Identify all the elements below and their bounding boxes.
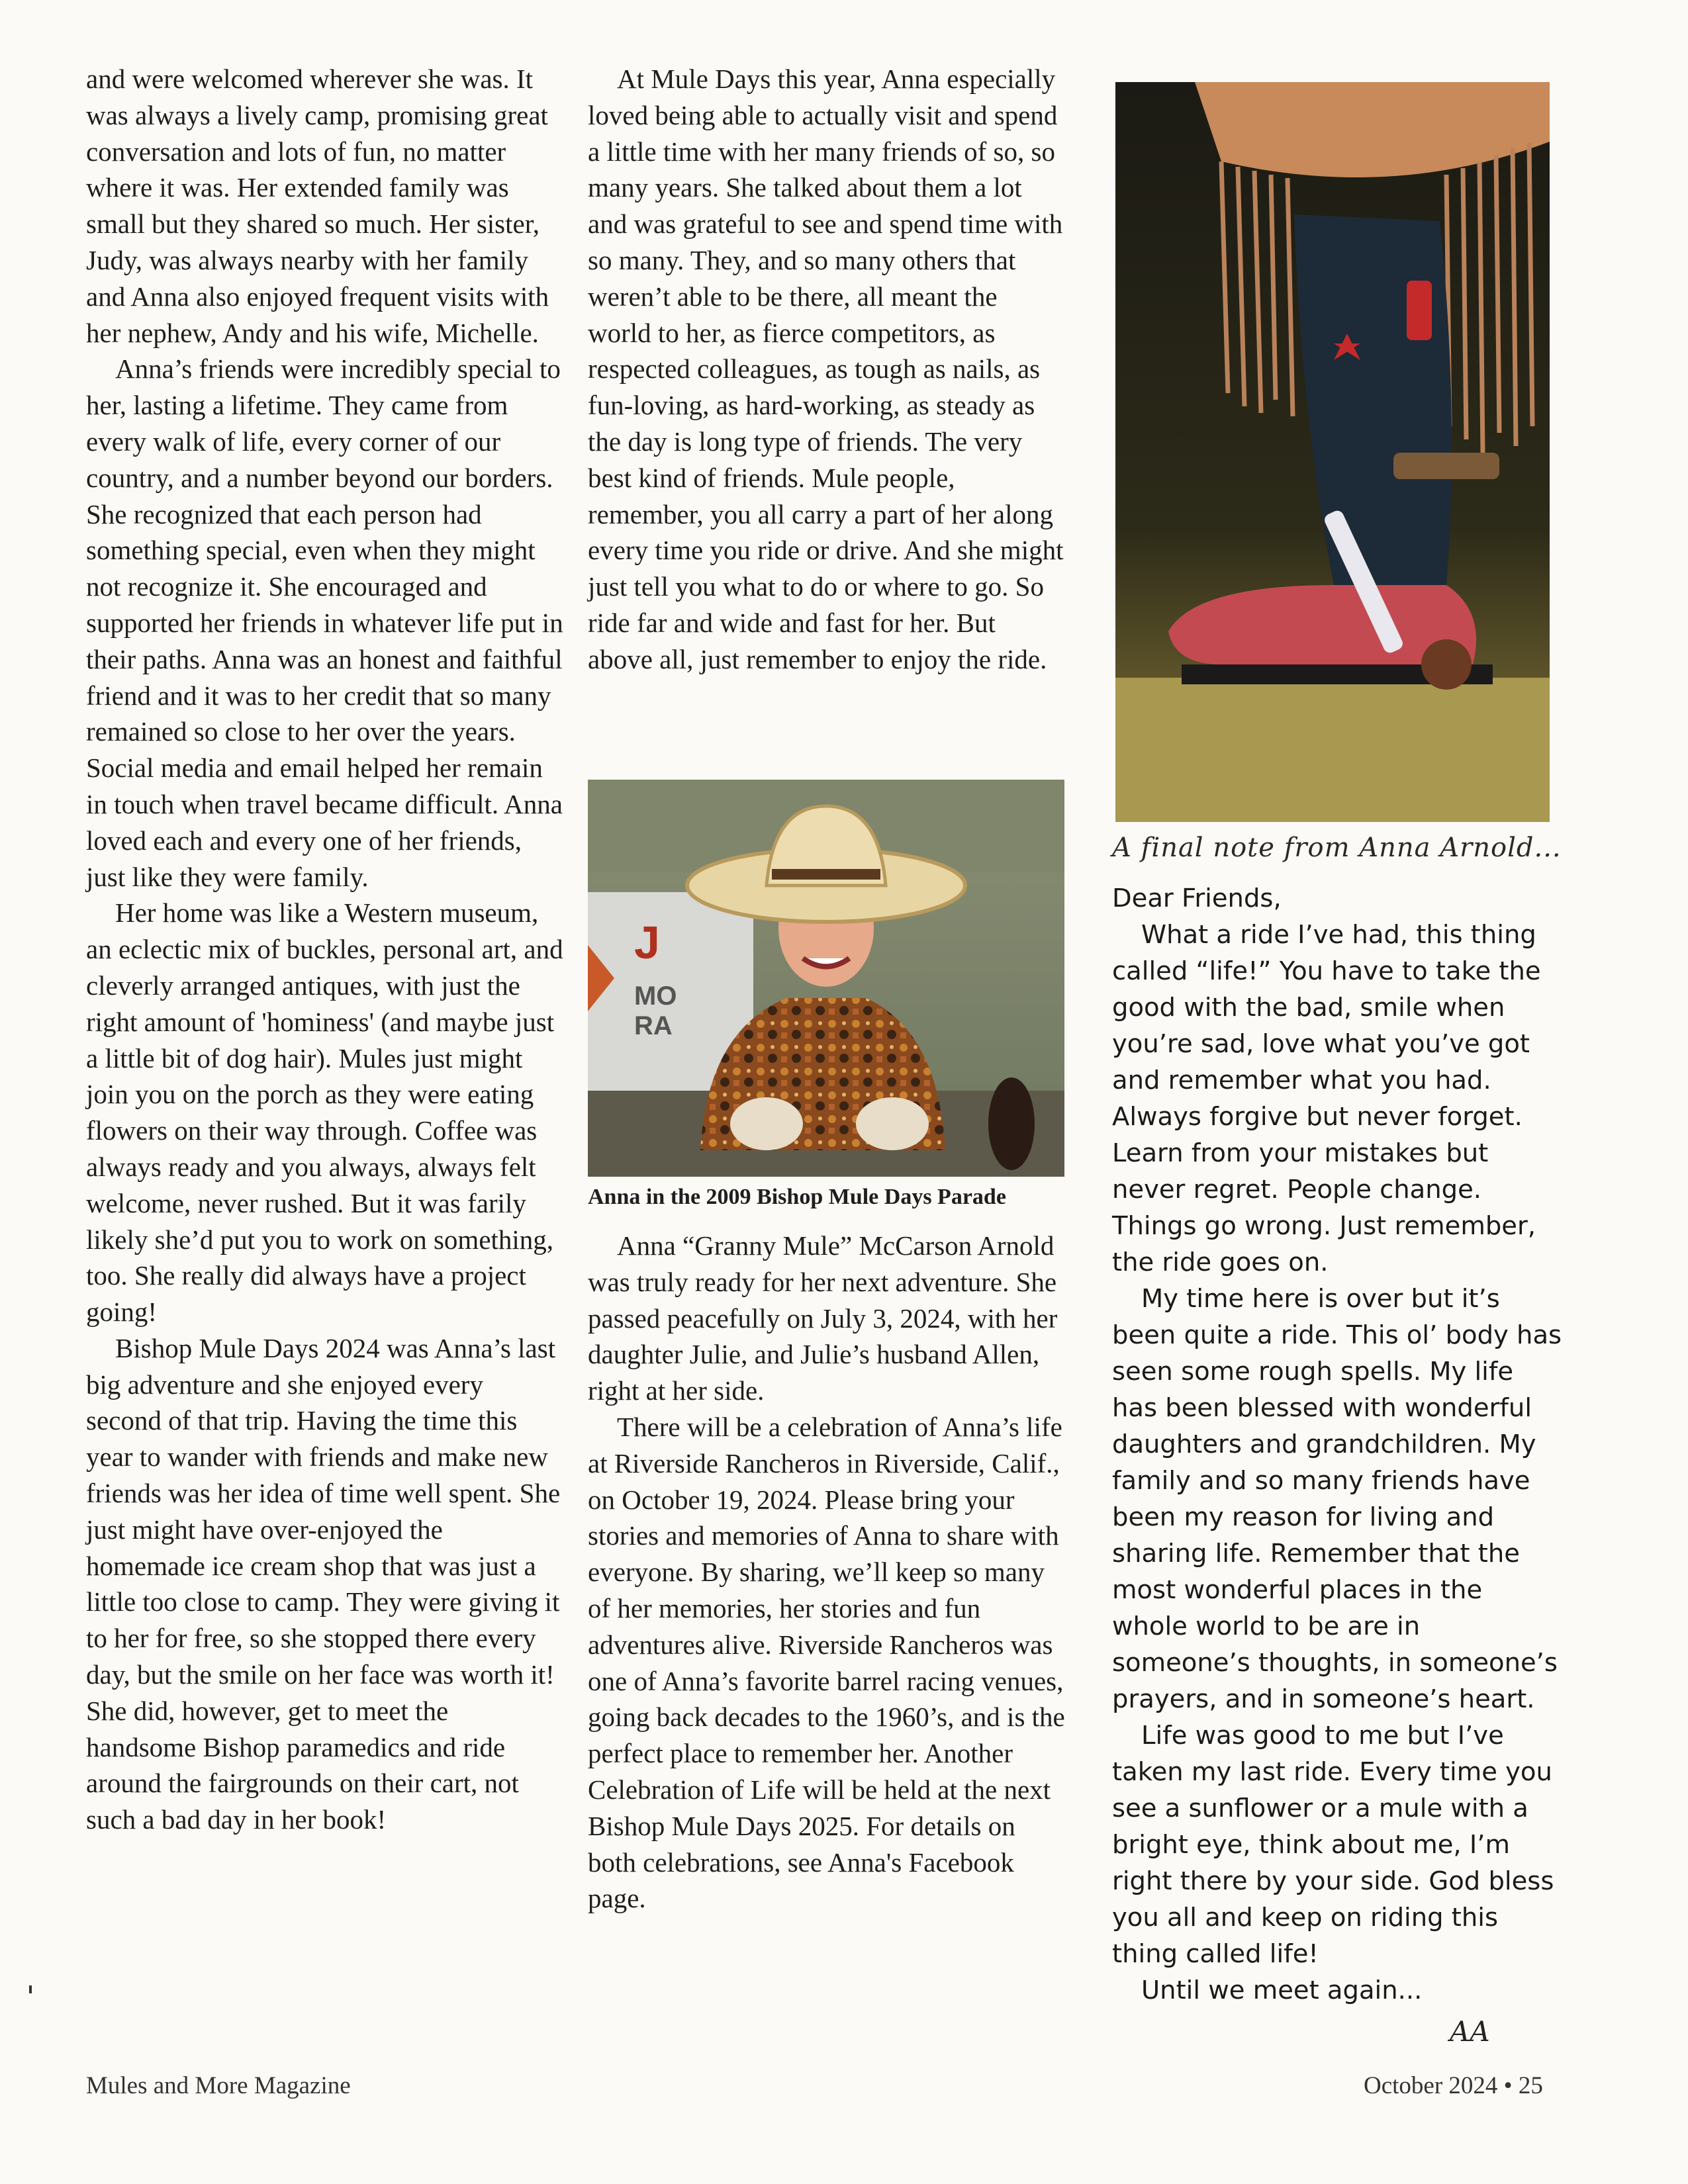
article-paragraph: At Mule Days this year, Anna especially loved being able to actually visit and spend a little time with her many friends of so, so many years. She talked about them a lot and was grateful to see and spend time with so many. They, and so many others that weren’t able to be there, all meant the world to her, as fierce competitors, as respected colleagues, as tough as nails, as fun-loving, as hard-working, as steady as the day is long type of friends. The very best kind of friends. Mule people, remember, you all carry a part of her along every time you ride or drive. And she might just tell you what to do or where to go. So ride far and wide and fast for her. But above all, just remember to enjoy the ride.: [588, 64, 1064, 674]
article-column-1: [86, 61, 564, 1838]
footer-date-page: October 2024 • 25: [1364, 2072, 1543, 2099]
article-paragraph: and were welcomed wherever she was. It was always a lively camp, promising great conversation and lots of fun, no matter where it was. Her extended family was small but they shared so much. Her sister, Judy, was always nearby with her family and Anna also enjoyed frequent visits with her nephew, Andy and his wife, Michelle.: [86, 64, 549, 348]
svg-text:MO: MO: [634, 981, 677, 1011]
article-column-2-top: [588, 61, 1066, 678]
letter-heading: A final note from Anna Arnold...: [1112, 833, 1562, 863]
article-paragraph: Bishop Mule Days 2024 was Anna’s last big adventure and she enjoyed every second of that trip. Having the time this year to wander with friends and make new friends was her idea of time well spent. She just might have over-enjoyed the homemade ice cream shop that was just a little too close to camp. They were giving it to her for free, so she stopped there every day, but the smile on her face was worth it! She did, however, get to meet the handsome Bishop paramedics and ride around the fairgrounds on their cart, not such a bad day in her book!: [86, 1332, 561, 1835]
article-paragraph: Anna’s friends were incredibly special to her, lasting a lifetime. They came from every walk of life, every corner of our country, and a number beyond our borders. She recognized that each person had something special, even when they might not recognize it. She encouraged and supported her friends in whatever life put in their paths. Anna was an honest and faithful friend and it was to her credit that so many remained so close to her over the years. Social media and email helped her remain in touch when travel became difficult. Anna loved each and every one of her friends, just like they were family.: [86, 353, 563, 892]
anna-parade-photo: [588, 780, 1064, 1177]
letter-signature: AA: [1450, 2015, 1490, 2048]
letter-paragraph: Life was good to me but I’ve taken my last ride. Every time you see a sunflower or a mule with a bright eye, think about me, I’m right there by your side. God bless you all and keep on riding this thing called life!: [1112, 1721, 1554, 1969]
article-paragraph: Her home was like a Western museum, an eclectic mix of buckles, personal art, and cleverly arranged antiques, with just the right amount of 'hominess' (and maybe just a little bit of dog hair). Mules just might join you on the porch as they were eating flowers on their way through. Coffee was always ready and you always, always felt welcome, never rushed. But it was farily likely she’d put you to work on something, too. She really did always have a project going!: [86, 897, 563, 1328]
footer-publication: Mules and More Magazine: [86, 2072, 351, 2099]
letter-body: [1112, 880, 1562, 2009]
margin-mark: [29, 1985, 32, 1993]
article-paragraph: There will be a celebration of Anna’s life at Riverside Rancheros in Riverside, Calif., on October 19, 2024. Please bring your stories and memories of Anna to share with everyone. By sharing, we’ll keep so many of her memories, her stories and fun adventures alive. Riverside Rancheros was one of Anna’s favorite barrel racing venues, going back decades to the 1960’s, and is the perfect place to remember her. Another Celebration of Life will be held at the next Bishop Mule Days 2025. For details on both celebrations, see Anna's Facebook page.: [588, 1411, 1065, 1914]
boot-spur-photo: [1115, 82, 1550, 822]
svg-text:J: J: [634, 917, 660, 968]
photo-caption: Anna in the 2009 Bishop Mule Days Parade: [588, 1185, 1006, 1209]
article-paragraph: Anna “Granny Mule” McCarson Arnold was truly ready for her next adventure. She passed peacefully on July 3, 2024, with her daughter Julie, and Julie’s husband Allen, right at her side.: [588, 1230, 1058, 1406]
letter-closing: Until we meet again...: [1141, 1976, 1423, 2005]
article-column-2-bottom: [588, 1228, 1066, 1917]
letter-greeting: Dear Friends,: [1112, 884, 1282, 913]
letter-paragraph: My time here is over but it’s been quite a ride. This ol’ body has seen some rough spells. My life has been blessed with wonderful daughters and grandchildren. My family and so many friends have been my reason for living and sharing life. Remember that the most wonderful places in the whole world to be are in someone’s thoughts, in someone’s prayers, and in someone’s heart.: [1112, 1284, 1562, 1714]
letter-paragraph: What a ride I’ve had, this thing called “life!” You have to take the good with the bad, smile when you’re sad, love what you’ve got and remember what you had. Always forgive but never forget. Learn from your mistakes but never regret. People change. Things go wrong. Just remember, the ride goes on.: [1112, 920, 1541, 1277]
svg-text:RA: RA: [634, 1011, 673, 1040]
